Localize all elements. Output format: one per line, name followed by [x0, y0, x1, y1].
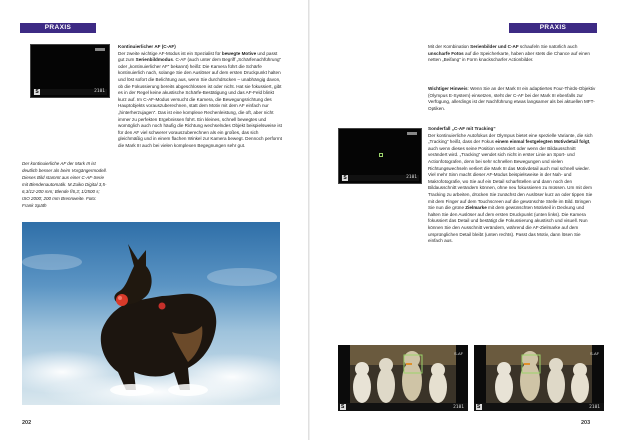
left-seg: und passt gut zum: [118, 50, 278, 63]
tracking-article: [428, 126, 596, 245]
gutter: [308, 0, 310, 440]
tracking-seg: Der kontinuierliche Autofokus der Olympus bietet eine spezielle Variante, die sich „Tracking“ heißt, dass der Fokus: [428, 132, 593, 145]
left-seg: . C-AF (auch unter dem Begriff „Schärfenachführung“ oder „kontinuierlicher AF“ bekannt) heißt: Die Kamera führt die Schärfe kontinuierlich nach, solange Sie den Auslöser auf dem ersten Druckpunkt halten und löst sofort die Belichtung aus, wenn Sie durchdrücken – unabhängig davon, ob die Fokussierung bereits abgeschlossen ist oder nicht. Hat sie fokussiert, gibt es in der Regel keine akustische Schärfe-Bestätigung und das AF-Feld blinkt kurz auf. Im C-AF-Modus versucht die Kamera, die Bewegungsrichtung des Hauptobjekts vorauszuberechnen, statt dem Motiv mit dem AF einfach nur „hinterherzujagen“. Das ist eine komplexe Rechenleistung, die oft, aber nicht immer zu perfekten Ergebnissen führt. Ein kleines, schnell bewegtes und womöglich auch noch häufig die Richtung wechselndes Objekt beispielsweise ist für den AF viel schwerer vorauszuberechnen als ein großes, das sich gleichmäßig und in einem flachen Winkel zur Kamera bewegt. Dennoch performt die Mark III auch bei vielen komplexen Begegnungen sehr gut.: [118, 57, 282, 148]
tracking-screenshot-right: [474, 345, 604, 411]
tracking-seg: mit dem gewünschten Motivteil in Deckung und halten Sie den Auslöser auf dem ersten Druckpunkt (unten links). Die Kamera fokussiert das Detail und bestätigt die Fokussierung akustisch und visuell. Nun können Sie den Ausschnitt verändern, während die AF-Zielmarke auf dem ursprünglichen Detail bleibt (unten rechts). Passt das Motiv, dann lösen Sie einfach aus.: [428, 205, 588, 244]
shots-remaining: 2101: [453, 405, 464, 410]
left-heading: Kontinuierlicher AF (C-AF): [118, 44, 176, 49]
shots-remaining: 2101: [94, 89, 105, 94]
camera-screen-right: [338, 128, 422, 184]
left-body: [118, 51, 282, 148]
mode-s-icon: S: [341, 404, 345, 410]
dog-photo-svg: [22, 222, 280, 405]
mode-s-icon: S: [477, 404, 481, 410]
right-seg: Mit der Kombination: [428, 44, 471, 49]
tracking-seg: , auch wenn dieses seine Position verändert oder wenn der Bildausschnitt verändert wird. „Tracking“ wendet sich nicht in erster Linie an Sport- und Actionfotografen, denn bei sehr schnellen Bewegungen und vielen Richtungswechseln verliert die Mark III das Motivdetail auch mal schnell wieder. Viel mehr Sinn macht dieser AF-Modus beispielsweise in der Nah- und Makrofotografie, wo Sie auf ein Detail scharfstellen und dann noch den Bildausschnitt verändern können, ohne neu fokussieren zu müssen. Um mit dem Tracking zu arbeiten, drücken Sie zunächst den Auslöser kurz an oder tippen Sie mit dem Finger auf dem Touchscreen auf die gewünschte Stelle im Bild. Bringen Sie nun die grüne: [428, 139, 593, 211]
photo-caption: Der kontinuierliche AF der Mark III ist deutlich besser als beim Vorgängermodell. Dieses Bild stammt aus einer C-AF-Serie mit Blendenautomatik. M.Zuiko Digital 3,5-6,3/12-200 mm; Blende f/6,3; 1/2500 s; ISO 2000; 200 mm Brennweite. Foto: Frank Späth: [22, 161, 107, 208]
right-intro: [428, 44, 596, 64]
dog-photo: [22, 222, 280, 405]
camera-screen-left: [30, 44, 110, 98]
left-seg: Der zweite wichtige AF-Modus ist ein Spezialist für: [118, 50, 222, 56]
left-article: [118, 44, 282, 150]
tracking-seg-bold: einem einmal festgelegten Motivdetail folgt: [495, 139, 590, 145]
mode-s-icon: S: [343, 175, 347, 181]
note-body: : Wenn Sie an der Mark III ein adaptiertes Four-Thirds-Objektiv (Olympus E-System) einsetzen, steht der C-AF bei der Mark III ebenfalls zur Verfügung, allerdings ist der Nachführung etwas langsamer als bei aktuellen MFT-Optiken.: [428, 86, 596, 111]
page-number-right: 203: [581, 420, 591, 426]
tracking-heading: Sonderfall „C-AF mit Tracking“: [428, 126, 496, 131]
af-mode-label: S-AF: [590, 351, 600, 356]
tracking-screenshot-left: [338, 345, 468, 411]
section-tab-right: PRAXIS: [509, 23, 597, 33]
penguins-right-svg: [474, 345, 604, 411]
section-tab-left: PRAXIS: [20, 23, 96, 33]
note-heading: Wichtiger Hinweis: [428, 86, 468, 91]
af-target-icon: [379, 153, 383, 157]
important-note: [428, 86, 596, 112]
right-seg: schaufeln Sie natürlich auch: [518, 44, 578, 49]
right-seg-bold: unscharfe Fotos: [428, 50, 464, 56]
page-number-left: 202: [22, 420, 32, 426]
right-seg-bold: Serienbilder und C-AF: [470, 44, 519, 49]
battery-icon: [95, 48, 105, 51]
penguins-left-svg: [338, 345, 468, 411]
mode-s-icon: S: [35, 89, 39, 95]
left-seg-bold: Serienbildmodus: [135, 57, 173, 63]
left-seg-bold: bewegte Motive: [221, 50, 257, 56]
battery-icon: [407, 132, 417, 135]
shots-remaining: 2101: [589, 405, 600, 410]
right-seg: auf die Speicherkarte, haben aber stets die Chance auf einen netten „Beifang“ in Form knackscharfer Actionbilder.: [428, 50, 590, 63]
shots-remaining: 2101: [406, 175, 417, 180]
tracking-seg-bold: Zielmarke: [465, 205, 487, 211]
af-mode-label: S-AF: [454, 351, 464, 356]
